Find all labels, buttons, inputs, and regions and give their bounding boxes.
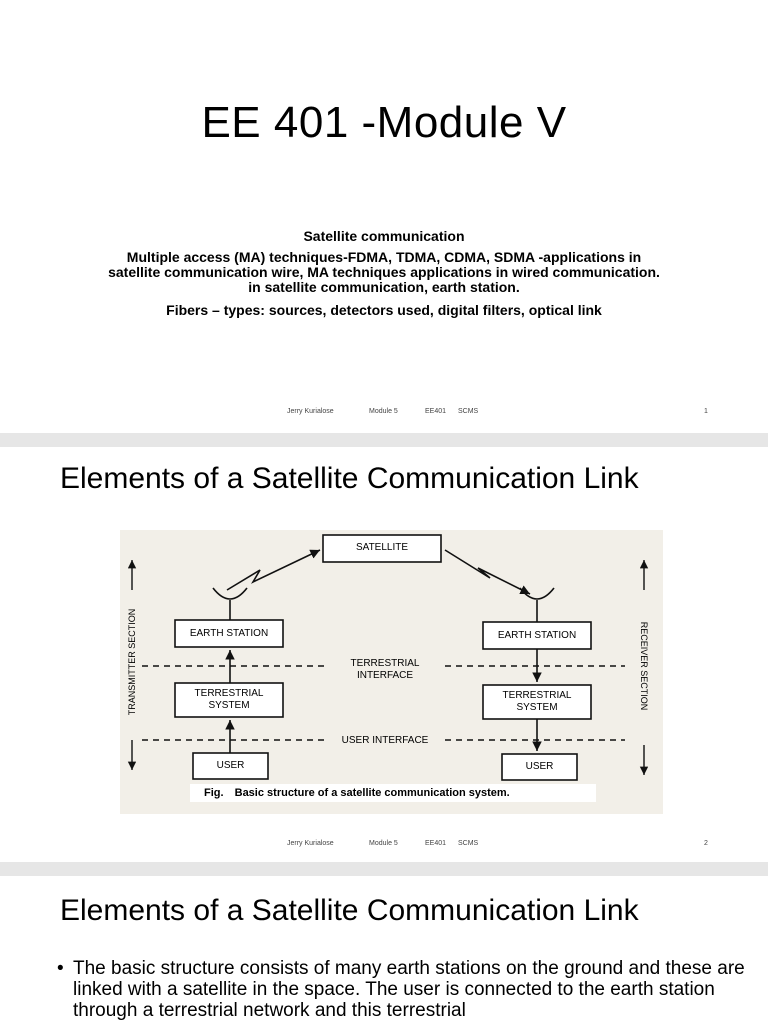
satellite-label: SATELLITE [355, 542, 409, 553]
slide-1-subtitle: Satellite communication [303, 228, 465, 244]
terrestrial-interface-line-2: INTERFACE [356, 670, 414, 681]
page-number: 1 [704, 408, 708, 415]
slide-1 [0, 0, 768, 440]
footer-course: EE401 [425, 408, 447, 415]
slide-2-title: Elements of a Satellite Communication Link [60, 462, 639, 495]
footer-author: Jerry Kurialose [287, 408, 334, 415]
page-number-2: 2 [704, 840, 708, 847]
footer-org-2: SCMS [458, 840, 479, 847]
terrestrial-interface-label [325, 658, 445, 682]
earth-station-left-label: EARTH STATION [189, 628, 269, 639]
user-right-label: USER [525, 761, 554, 772]
terrestrial-system-right-line-2: SYSTEM [516, 702, 558, 713]
slide-separator-2 [0, 862, 768, 876]
terrestrial-system-right-label [483, 690, 591, 714]
slide-1-title: EE 401 -Module V [201, 98, 567, 147]
terrestrial-system-right-line-1: TERRESTRIAL [502, 690, 572, 701]
bullet-symbol: • [57, 958, 64, 979]
bullet-text: The basic structure consists of many earth stations on the ground and these are linked with a satellite in the space. The user is connected to the earth station through a terrestrial network and this terrestrial [73, 958, 745, 1021]
figure-caption-label: Fig. [204, 787, 224, 799]
satellite-diagram [120, 530, 663, 814]
terrestrial-system-left-line-2: SYSTEM [208, 700, 250, 711]
terrestrial-interface-line-1: TERRESTRIAL [350, 658, 420, 669]
terrestrial-system-left-line-1: TERRESTRIAL [194, 688, 264, 699]
slide-3-title: Elements of a Satellite Communication Link [60, 894, 639, 927]
footer-module-2: Module 5 [369, 840, 398, 847]
figure-caption-text: Basic structure of a satellite communication system. [234, 787, 510, 799]
figure-caption [204, 787, 510, 799]
slide-1-body-2: Fibers – types: sources, detectors used, digital filters, optical link [166, 302, 602, 318]
slide-separator-1 [0, 433, 768, 447]
transmitter-section-label: TRANSMITTER SECTION [127, 608, 137, 716]
slide-1-body: Multiple access (MA) techniques-FDMA, TDMA, CDMA, SDMA -applications in satellite communication wire, MA techniques applications in wired communication. in satellite communication, earth station. [108, 249, 660, 295]
receiver-section-label: RECEIVER SECTION [639, 621, 649, 711]
user-left-label: USER [216, 760, 245, 771]
earth-station-right-label: EARTH STATION [497, 630, 577, 641]
terrestrial-system-left-label [175, 688, 283, 712]
footer-org: SCMS [458, 408, 479, 415]
user-interface-label: USER INTERFACE [341, 735, 429, 746]
footer-course-2: EE401 [425, 840, 447, 847]
footer-module: Module 5 [369, 408, 398, 415]
footer-author-2: Jerry Kurialose [287, 840, 334, 847]
